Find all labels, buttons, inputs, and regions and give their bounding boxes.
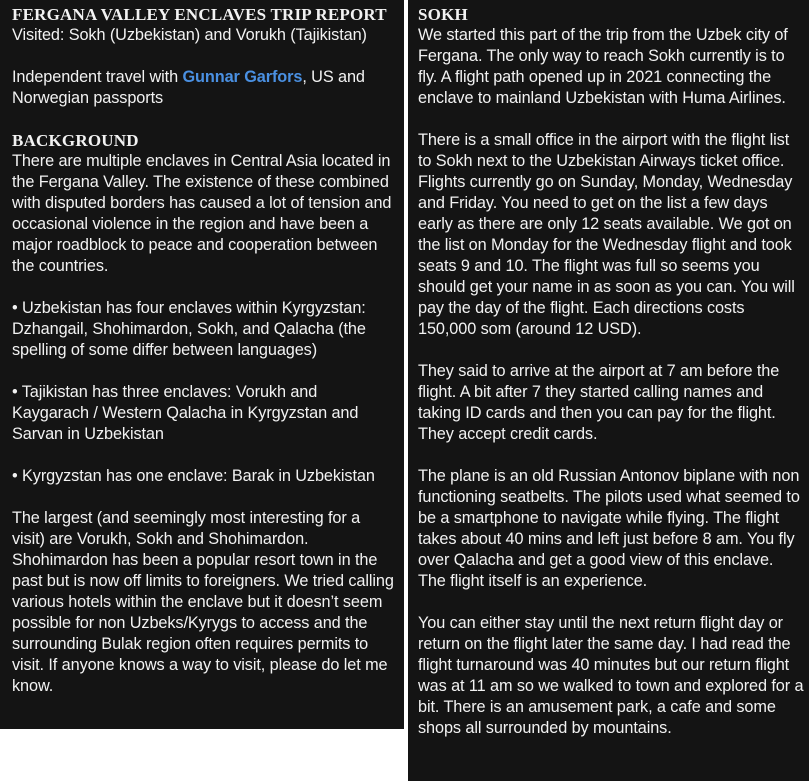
travel-prefix: Independent travel with — [12, 68, 183, 86]
sokh-heading: SOKH — [418, 5, 468, 24]
background-heading: BACKGROUND — [12, 131, 139, 150]
sokh-paragraph: They said to arrive at the airport at 7 am before the flight. A bit after 7 they started calling names and taking ID cards and then you can pay for the flight. They accept credit cards. — [418, 362, 780, 443]
bullet-kyrgyzstan: • Kyrgyzstan has one enclave: Barak in Uzbekistan — [12, 467, 375, 485]
report-title: FERGANA VALLEY ENCLAVES TRIP REPORT — [12, 5, 387, 24]
visited-line: Visited: Sokh (Uzbekistan) and Vorukh (Tajikistan) — [12, 26, 367, 44]
background-intro: There are multiple enclaves in Central Asia located in the Fergana Valley. The existence of these combined with disputed borders has caused a lot of tension and occasional violence in the region and have been a major roadblock to peace and cooperation between the countries. — [12, 152, 392, 275]
travel-line — [12, 67, 396, 109]
largest-paragraph: The largest (and seemingly most interesting for a visit) are Vorukh, Sokh and Shohimardon. Shohimardon has been a popular resort town in the past but is now off limits to foreigners. We tried calling various hotels within the enclave but it doesn’t seem possible for non Uzbeks/Kyrygs to access and the surrounding Bulak region often requires permits to visit. If anyone knows a way to visit, please do let me know. — [12, 509, 394, 695]
gunnar-garfors-link[interactable]: Gunnar Garfors — [182, 68, 303, 86]
sokh-paragraph: You can either stay until the next return flight day or return on the flight later the same day. I had read the flight turnaround was 40 minutes but our return flight was at 11 am so we walked to town and explored for a bit. There is an amusement park, a cafe and some shops all surrounded by mountains. — [418, 614, 804, 737]
sokh-paragraph: The plane is an old Russian Antonov biplane with non functioning seatbelts. The pilots used what seemed to be a smartphone to navigate while flying. The flight takes about 40 mins and left just before 8 am. You fly over Qalacha and get a good view of this enclave. The flight itself is an experience. — [418, 467, 800, 590]
bullet-tajikistan: • Tajikistan has three enclaves: Vorukh and Kaygarach / Western Qalacha in Kyrgyzstan and Sarvan in Uzbekistan — [12, 383, 359, 443]
bullet-uzbekistan: • Uzbekistan has four enclaves within Kyrgyzstan: Dzhangail, Shohimardon, Sokh, and Qalacha (the spelling of some differ between languages) — [12, 299, 366, 359]
sokh-paragraph: We started this part of the trip from the Uzbek city of Fergana. The only way to reach Sokh currently is to fly. A flight path opened up in 2021 connecting the enclave to mainland Uzbekistan with Huma Airlines. — [418, 26, 788, 107]
travel-suffix: , US and Norwegian passports — [12, 68, 365, 107]
sokh-paragraph: There is a small office in the airport with the flight list to Sokh next to the Uzbekistan Airways ticket office. Flights currently go on Sunday, Monday, Wednesday and Friday. You need to get on the list a few days early as there are only 12 seats available. We got on the list on Monday for the Wednesday flight and took seats 9 and 10. The flight was full so seems you should get your name in as soon as you can. You will pay the day of the flight. Each directions costs 150,000 som (around 12 USD). — [418, 131, 795, 338]
right-panel — [408, 0, 809, 781]
left-panel — [0, 0, 404, 729]
